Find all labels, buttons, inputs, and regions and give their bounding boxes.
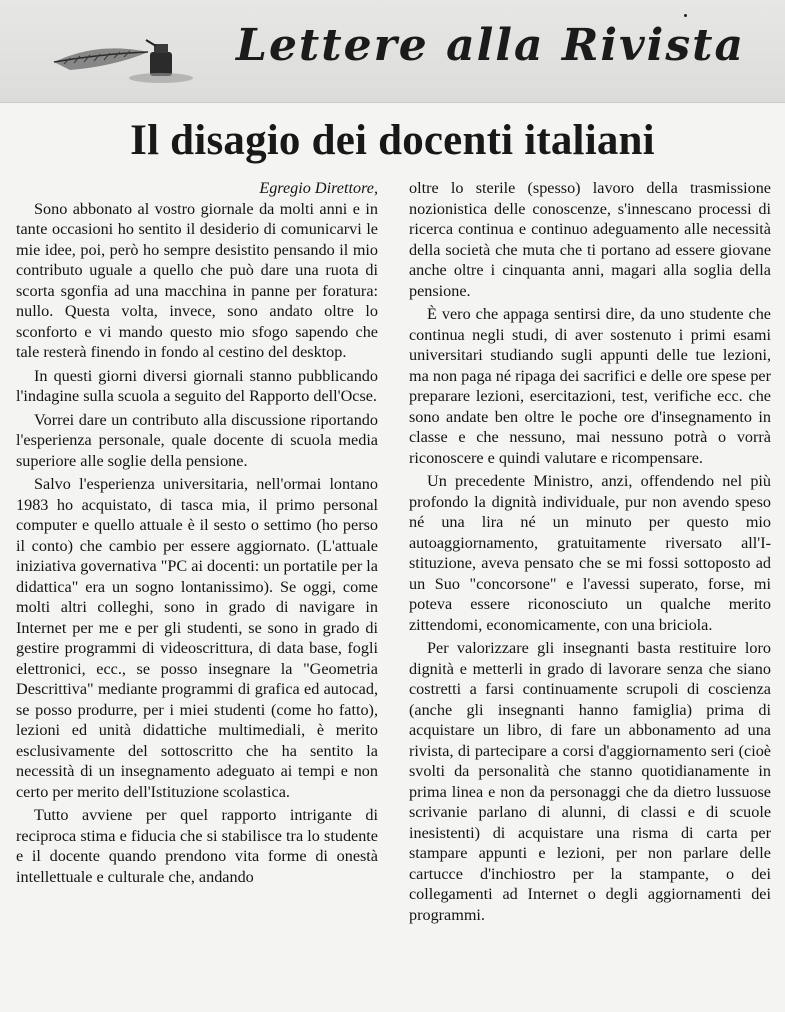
article-headline: Il disagio dei docenti italiani bbox=[130, 117, 655, 164]
paragraph: È vero che appaga sentirsi dire, da uno studente che continua negli studi, di aver sostenuto i primi esami universitari studiando sugli appunti delle tue lezioni, ma non paga né ripaga dei sacrifici e delle ore spese per preparare lezioni, esercitazioni, test, verifiche ecc. che sono andate ben oltre le poche ore d'insegnamento in classe e che nessuno, mai nessuno potrà o vorrà riconoscere e quindi valutare e ricompensare. bbox=[409, 305, 771, 467]
section-title: Lettere alla Rivista bbox=[236, 20, 746, 71]
section-header bbox=[0, 0, 785, 103]
print-speck bbox=[684, 14, 687, 17]
paragraph: In questi giorni diversi giornali stanno pubblicando l'indagine sulla scuola a seguito del Rapporto dell'Ocse. bbox=[16, 366, 378, 405]
paragraph: Un precedente Ministro, anzi, offendendo nel più profondo la dignità individuale, pur non avendo speso né una lira né un minuto per questo mio autoaggiornamento, gratuitamente riversato all'Istituzione, aveva pensato che se mi fossi sottoposto ad un Suo "concorsone" e l'avessi superato, forse, mi poteva essere riconosciuto un qualche merito zittendomi, economicamente, con una briciola. bbox=[409, 472, 771, 634]
paragraph: Salvo l'esperienza universitaria, nell'ormai lontano 1983 ho acquistato, di tasca mia, il primo personal computer e quello attuale è il sesto o settimo (ho perso il conto) che cambio per essere aggiornato. (L'attuale iniziativa governativa "PC ai docenti: un portatile per la didattica" era un sogno lontanissimo). Se oggi, come molti altri colleghi, sono in grado di navigare in Internet per me e per gli studenti, se sono in grado di gestire programmi di videoscrittura, di data base, fogli elettronici, ecc., se posso insegnare la "Geometria Descrittiva" mediante programmi di grafica ed autocad, se posso produrre, per i miei studenti (come ho fatto), lezioni ed unità didattiche multimediali, è merito esclusivamente del sottoscritto che ha sentito la necessità di un insegnamento adeguato ai tempi e non certo per merito dell'Istituzione scolastica. bbox=[16, 475, 378, 801]
salutation: Egregio Direttore, bbox=[259, 179, 378, 197]
right-column bbox=[409, 178, 771, 925]
quill-and-inkwell-icon bbox=[50, 22, 200, 86]
paragraph: Vorrei dare un contributo alla discussione riportando l'esperienza personale, quale docente di scuola media superiore alle soglie della pensione. bbox=[16, 410, 378, 470]
paragraph: Sono abbonato al vostro giornale da molti anni e in tante occasioni ho sentito il desiderio di comunicarvi le mie idee, poi, però ho sempre desistito pensando il mio contributo uguale a quello che può dare una ruota di scorta sgonfia ad una macchina in panne per foratura: nullo. Questa volta, invece, sono andato oltre lo sconforto e vi mando questo mio sfogo sapendo che tale resterà finendo in fondo al cestino del desktop. bbox=[16, 199, 378, 361]
paragraph: Per valorizzare gli insegnanti basta restituire loro dignità e metterli in grado di lavorare senza che siano costretti a farsi continuamente scrupoli di coscienza (anche gli insegnanti hanno famiglia) prima di acquistare un libro, di fare un abbonamento ad una rivista, di partecipare a corsi d'aggiornamento seri (cioè svolti da personalità che stanno quotidianamente in prima linea e non da personaggi che da dietro lussuose scrivanie parlano di alunni, di classi e di scuole inesistenti) di acquistare una risma di carta per stampare appunti e lezioni, per non parlare delle cartucce d'inchiostro per la stampante, o dei collegamenti ad Internet o degli aggiornamenti dei programmi. bbox=[409, 639, 771, 924]
paragraph: Tutto avviene per quel rapporto intrigante di reciproca stima e fiducia che si stabilisce tra lo studente e il docente quando prendono vita forme di onestà intellettuale e culturale che, andando bbox=[16, 806, 378, 886]
paragraph: oltre lo sterile (spesso) lavoro della trasmissione nozionistica delle conoscenze, s'innescano processi di ricerca continua e continuo adeguamento alle necessità della società che muta che ti portano ad essere giovane anche oltre i cinquanta anni, magari alla soglia della pensione. bbox=[409, 179, 771, 300]
left-column bbox=[16, 178, 378, 887]
